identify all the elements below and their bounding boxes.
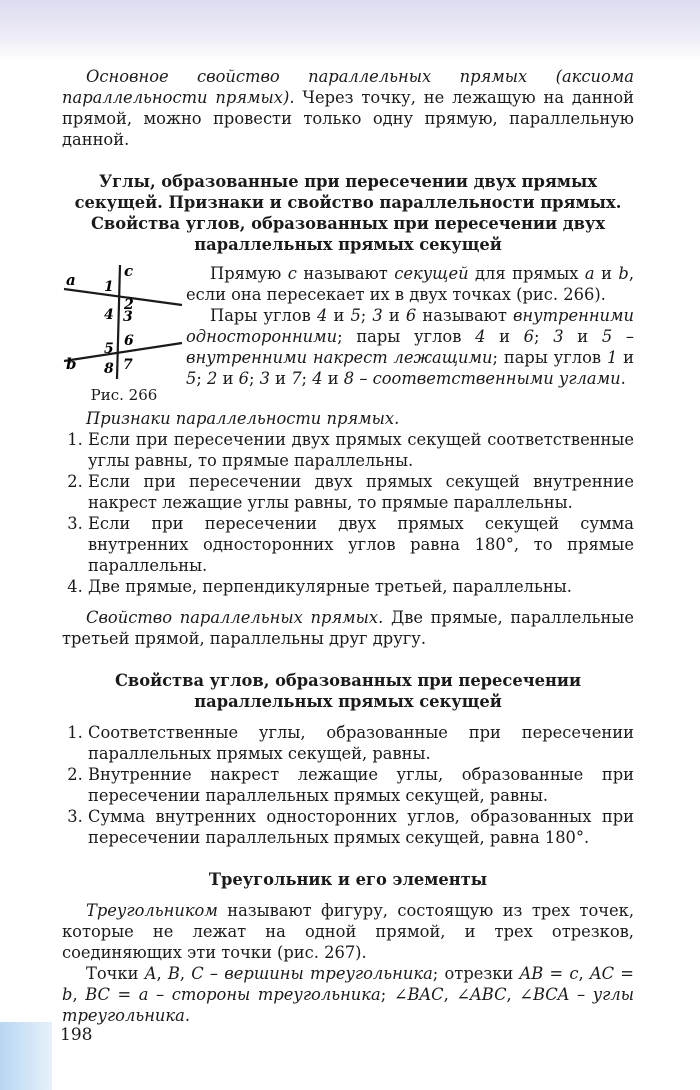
math-num: 5 — [601, 327, 613, 346]
label-a: a — [66, 271, 76, 289]
term-corresponding: – соответственными углами — [354, 369, 621, 388]
math-BC: BC = a — [85, 985, 149, 1004]
math-num: 8 — [343, 369, 355, 388]
label-b: b — [66, 355, 77, 373]
text-run: , — [506, 985, 520, 1004]
text-run: ; отрезки — [432, 964, 520, 983]
text-run: и — [382, 306, 406, 325]
text-run: и — [563, 327, 602, 346]
text-run: называют фигуру, состоящую из трех точек, которые не лежат на одной прямой, и трех отрезков, соединяющих эти точки (рис. 267). — [62, 901, 634, 962]
signs-list — [62, 429, 634, 597]
list-item: 1. Соответственные углы, образованные при пересечении параллельных прямых секущей, равны. — [88, 722, 634, 764]
list-item: 4. Две прямые, перпендикулярные третьей, параллельны. — [88, 576, 634, 597]
label-c: c — [124, 263, 134, 280]
math-num: 3 — [372, 306, 383, 325]
page-content — [62, 66, 634, 1026]
text-run: . — [620, 369, 626, 388]
header-band — [0, 0, 700, 62]
angle-label-1: 1 — [104, 279, 114, 295]
signs-title-paragraph — [62, 408, 634, 429]
text-run: , — [578, 964, 590, 983]
signs-title: Признаки параллельности прямых. — [86, 409, 400, 428]
heading-line: Свойства углов, образованных при пересечении — [114, 671, 582, 690]
math-C: C — [191, 964, 204, 983]
text-run: и — [217, 369, 239, 388]
math-a: a — [584, 264, 595, 283]
text-run: и — [269, 369, 292, 388]
term-one-sided: внутренними односторонними — [186, 306, 635, 346]
figure-caption: Рис. 266 — [90, 386, 158, 404]
math-num: 4 — [475, 327, 486, 346]
text-run: ; пары углов — [337, 327, 476, 346]
axiom-title: Основное свойство параллельных прямых (аксиома параллельности прямых). — [62, 67, 634, 107]
angle-label-7: 7 — [123, 357, 133, 373]
text-run: , если она пересекает их в двух точках (рис. 266). — [186, 264, 634, 304]
figure-266 — [62, 263, 186, 406]
text-run: , — [156, 964, 168, 983]
math-num: 6 — [523, 327, 535, 346]
text-run: , — [179, 964, 192, 983]
math-b: b — [618, 264, 629, 283]
text-run: Прямую — [210, 264, 288, 283]
text-run: и — [322, 369, 344, 388]
term-sides: – стороны треугольника — [148, 985, 381, 1004]
page-number: 198 — [60, 1025, 93, 1045]
text-run: ; — [380, 985, 394, 1004]
math-c: c — [287, 264, 297, 283]
term-secant: секущей — [394, 264, 469, 283]
angle-label-5: 5 — [104, 341, 114, 357]
term-alternate: – внутренними накрест лежащими — [186, 327, 635, 367]
term-vertices: – вершины треугольника — [203, 964, 433, 983]
line-a — [64, 289, 182, 305]
math-num: 4 — [312, 369, 323, 388]
list-item: 2. Если при пересечении двух прямых секущей внутренние накрест лежащие углы равны, то прямые параллельны. — [88, 471, 634, 513]
math-num: 2 — [207, 369, 218, 388]
text-run: ; пары углов — [492, 348, 607, 367]
math-num: 5 — [350, 306, 361, 325]
math-angle: ∠ABC — [456, 985, 507, 1004]
math-num: 3 — [259, 369, 270, 388]
math-A: A — [144, 964, 157, 983]
math-B: B — [167, 964, 180, 983]
text-run: ; — [248, 369, 260, 388]
text-run: для прямых — [468, 264, 585, 283]
math-angle: ∠BCA — [519, 985, 570, 1004]
math-num: 7 — [291, 369, 302, 388]
property-text: Две прямые, параллельные третьей прямой, параллельны друг другу. — [62, 608, 634, 648]
angle-pairs-paragraph — [186, 305, 634, 389]
secant-definition — [186, 263, 634, 305]
list-item: 3. Сумма внутренних односторонних углов, образованных при пересечении параллельных прямых секущей, равна 180°. — [88, 806, 634, 848]
text-run: , — [443, 985, 457, 1004]
text-run: и — [594, 264, 619, 283]
properties-list — [62, 722, 634, 848]
triangle-definition — [62, 900, 634, 963]
text-run: . — [184, 1006, 191, 1025]
text-run: Точки — [86, 964, 145, 983]
math-num: 1 — [606, 348, 618, 367]
list-item: 1. Если при пересечении двух прямых секущей соответственные углы равны, то прямые параллельны. — [88, 429, 634, 471]
heading-line: Углы, образованные при пересечении двух прямых — [98, 172, 598, 191]
math-num: 4 — [316, 306, 328, 325]
property-title: Свойство параллельных прямых. — [86, 608, 384, 627]
list-item: 2. Внутренние накрест лежащие углы, образованные при пересечении параллельных прямых секущей, равны. — [88, 764, 634, 806]
text-run: ; — [534, 327, 554, 346]
text-run: называют — [296, 264, 395, 283]
angle-label-4: 4 — [104, 307, 114, 323]
math-AB: AB = c — [519, 964, 579, 983]
text-run: ; — [196, 369, 208, 388]
heading-line: параллельных прямых секущей — [194, 235, 502, 254]
angle-label-3: 3 — [123, 309, 133, 325]
heading-line: Свойства углов, образованных при пересечении двух — [90, 214, 606, 233]
axiom-paragraph — [62, 66, 634, 150]
math-AC: AC = b — [62, 964, 634, 1004]
heading-line: секущей. Признаки и свойство параллельности прямых. — [74, 193, 622, 212]
figure-266-diagram — [62, 263, 186, 383]
figure-266-text — [186, 263, 634, 406]
figure-266-row — [62, 263, 634, 406]
text-run: называют — [416, 306, 513, 325]
math-num: 6 — [238, 369, 249, 388]
math-num: 3 — [553, 327, 564, 346]
math-num: 6 — [405, 306, 417, 325]
text-run: , — [72, 985, 86, 1004]
line-c-secant — [117, 265, 120, 379]
section-heading-angles — [62, 171, 634, 255]
property-paragraph — [62, 607, 634, 649]
math-num: 5 — [186, 369, 197, 388]
text-run: и — [485, 327, 524, 346]
text-run: ; — [360, 306, 373, 325]
triangle-elements — [62, 963, 634, 1026]
text-run: ; — [301, 369, 313, 388]
text-run: и — [327, 306, 351, 325]
term-angles: – углы треугольника — [62, 985, 635, 1025]
heading-line: параллельных прямых секущей — [194, 692, 502, 711]
term-triangle: Треугольником — [86, 901, 218, 920]
math-angle: ∠BAC — [393, 985, 444, 1004]
page-corner-decoration — [0, 1022, 52, 1090]
section-heading-triangle: Треугольник и его элементы — [208, 870, 488, 889]
angle-label-6: 6 — [124, 333, 134, 349]
text-run: Пары углов — [210, 306, 317, 325]
angle-label-8: 8 — [104, 361, 114, 377]
text-run: и — [617, 348, 635, 367]
list-item: 3. Если при пересечении двух прямых секущей сумма внутренних односторонних углов равна 180°, то прямые параллельны. — [88, 513, 634, 576]
axiom-text: Через точку, не лежащую на данной прямой, можно провести только одну прямую, параллельную данной. — [62, 88, 634, 149]
section-heading-angle-properties — [62, 670, 634, 712]
angle-label-2: 2 — [124, 297, 134, 313]
